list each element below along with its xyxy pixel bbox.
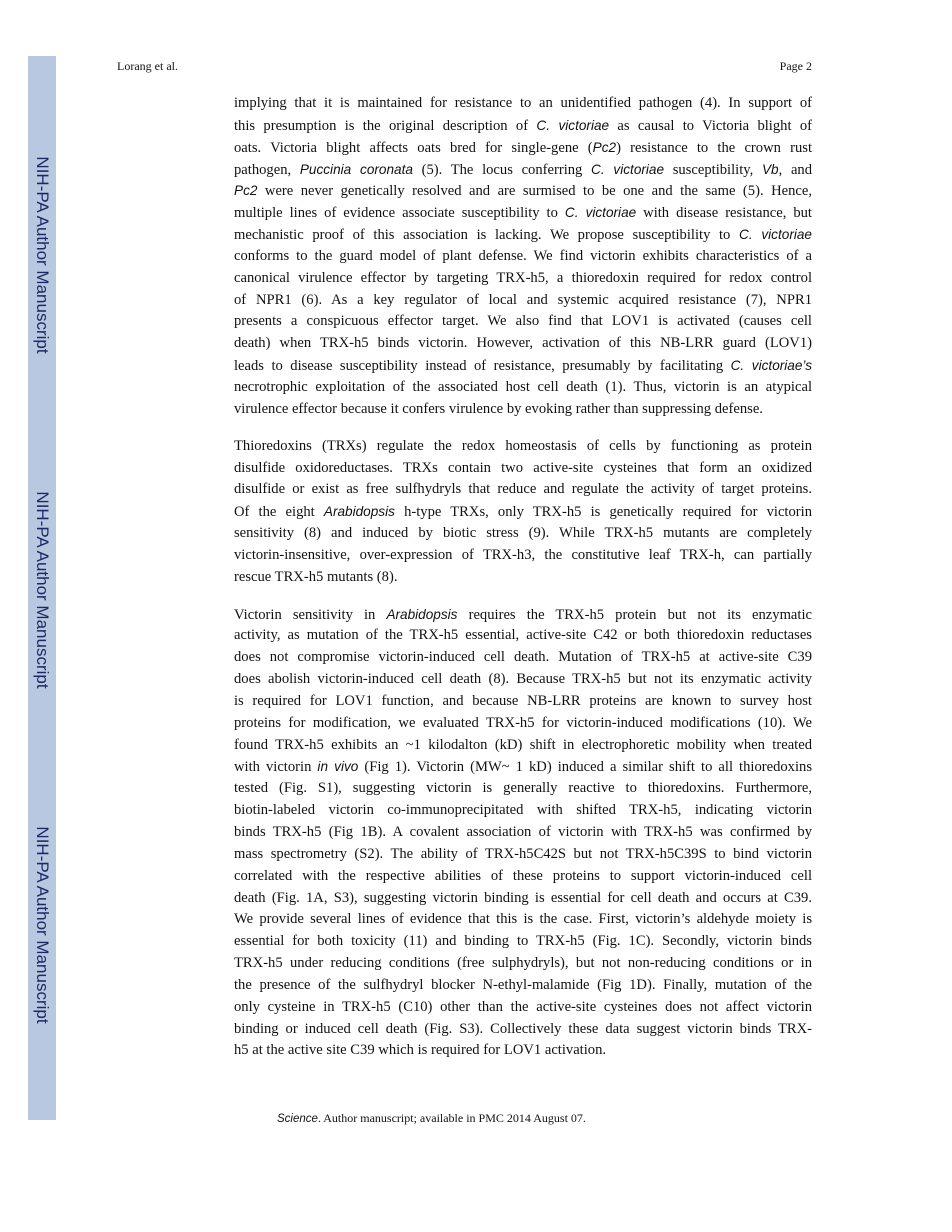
text-line [234, 159, 812, 181]
text-run: h-type TRXs, only TRX-h5 is genetically required for victorin [394, 504, 812, 521]
text-line [234, 355, 812, 377]
italic-term: C. victoriae [591, 161, 665, 177]
text-line [234, 115, 812, 137]
footer-text: . Author manuscript; available in PMC 2014 August 07. [317, 1111, 586, 1125]
text-run: pathogen, [234, 161, 300, 178]
text-run: rescue TRX-h5 mutants (8). [234, 568, 398, 585]
text-line [234, 290, 812, 312]
sidebar-label: NIH-PA Author Manuscript [33, 491, 52, 689]
italic-term: C. victoriae [536, 117, 610, 133]
text-run: victorin-insensitive, over-expression of TRX-h3, the constitutive leaf TRX-h, can partially [234, 546, 812, 563]
footer-citation [277, 1111, 586, 1126]
text-run: activity, as mutation of the TRX-h5 essential, active-site C42 or both thioredoxin reductases [234, 627, 812, 644]
text-line [234, 953, 812, 975]
text-run: conforms to the guard model of plant defense. We find victorin exhibits characteristics of a [234, 247, 812, 264]
text-line [234, 975, 812, 997]
text-line [234, 756, 812, 778]
text-line [234, 333, 812, 355]
text-run: disulfide oxidoreductases. TRXs contain two active-site cysteines that form an oxidized [234, 459, 812, 476]
text-run: binding or induced cell death (Fig. S3). Collectively these data suggest victorin binds TRX- [234, 1020, 812, 1037]
journal-name: Science [277, 1113, 318, 1125]
italic-term: Puccinia coronata [299, 161, 413, 177]
paragraph [234, 436, 812, 589]
text-line [234, 311, 812, 333]
text-line [234, 377, 812, 399]
article-body [234, 93, 812, 1077]
text-run: (5). The locus conferring [412, 161, 592, 178]
text-run: were never genetically resolved and are surmised to be one and the same (5). Hence, [257, 183, 812, 200]
text-run: does abolish victorin-induced cell death (8). Because TRX-h5 but not its enzymatic activity [234, 671, 812, 688]
text-line [234, 458, 812, 480]
text-line [234, 778, 812, 800]
text-run: ) resistance to the crown rust [616, 139, 812, 156]
text-run: the presence of the sulfhydryl blocker N-ethyl-malamide (Fig 1D). Finally, mutation of the [234, 976, 812, 993]
text-run: death (Fig. 1A, S3), suggesting victorin binding is essential for cell death and occurs at C39. [234, 889, 812, 906]
sidebar-label: NIH-PA Author Manuscript [33, 826, 52, 1024]
text-run: death) when TRX-h5 binds victorin. However, activation of this NB-LRR guard (LOV1) [234, 335, 812, 352]
text-line [234, 399, 812, 421]
text-line [234, 669, 812, 691]
italic-term: in vivo [317, 759, 359, 775]
text-run: We provide several lines of evidence that this is the case. First, victorin’s aldehyde moiety is [234, 911, 812, 928]
text-run: virulence effector because it confers virulence by evoking rather than suppressing defense. [234, 400, 763, 417]
text-line [234, 479, 812, 501]
text-line [234, 888, 812, 910]
text-line [234, 224, 812, 246]
italic-term: C. victoriae [739, 227, 812, 243]
text-run: susceptibility, [664, 161, 762, 178]
text-line [234, 436, 812, 458]
nih-manuscript-sidebar [28, 56, 56, 1120]
paragraph [234, 93, 812, 421]
italic-term: Arabidopsis [386, 606, 458, 622]
text-run: found TRX-h5 exhibits an ~1 kilodalton (kD) shift in electrophoretic mobility when treated [234, 736, 812, 753]
italic-term: Pc2 [234, 183, 258, 199]
text-run: with victorin [234, 759, 318, 776]
text-run: biotin-labeled victorin co-immunoprecipitated with shifted TRX-h5, indicating victorin [234, 802, 812, 819]
text-line [234, 625, 812, 647]
italic-term: C. victoriae [564, 205, 637, 221]
text-run: implying that it is maintained for resistance to an unidentified pathogen (4). In support of [234, 95, 812, 111]
text-run: requires the TRX-h5 protein but not its enzymatic [457, 606, 812, 623]
text-run: TRX-h5 under reducing conditions (free sulphydryls), but not non-reducing conditions or in [234, 955, 812, 972]
text-run: this presumption is the original description of [234, 117, 537, 134]
text-line [234, 545, 812, 567]
text-line [234, 523, 812, 545]
text-line [234, 909, 812, 931]
text-line [234, 866, 812, 888]
text-line [234, 202, 812, 224]
sidebar-label: NIH-PA Author Manuscript [33, 156, 52, 354]
text-line [234, 1019, 812, 1041]
text-line [234, 137, 812, 159]
text-line [234, 93, 812, 115]
text-line [234, 997, 812, 1019]
text-run: essential for both toxicity (11) and binding to TRX-h5 (Fig. 1C). Secondly, victorin binds [234, 933, 812, 950]
paragraph [234, 604, 812, 1063]
text-run: Thioredoxins (TRXs) regulate the redox homeostasis of cells by functioning as protein [234, 437, 812, 454]
text-run: only cysteine in TRX-h5 (C10) other than the active-site cysteines does not affect victorin [234, 998, 812, 1015]
text-run: is required for LOV1 function, and because NB-LRR proteins are known to survey host [234, 692, 812, 709]
text-run: proteins for modification, we evaluated TRX-h5 for victorin-induced modifications (10). We [234, 714, 812, 731]
text-run: mass spectrometry (S2). The ability of TRX-h5C42S but not TRX-h5C39S to bind victorin [234, 845, 812, 862]
text-run: disulfide or exist as free sulfhydryls that reduce and regulate the activity of target proteins. [234, 481, 812, 498]
italic-term: Vb [761, 161, 779, 177]
text-run: leads to disease susceptibility instead of resistance, presumably by facilitating [234, 358, 731, 375]
text-line [234, 604, 812, 626]
text-run: oats. Victoria blight affects oats bred for single-gene ( [234, 139, 593, 156]
text-run: , and [778, 161, 813, 178]
text-line [234, 180, 812, 202]
text-line [234, 844, 812, 866]
text-line [234, 501, 812, 523]
text-run: does not compromise victorin-induced cell death. Mutation of TRX-h5 at active-site C39 [234, 649, 812, 666]
text-run: correlated with the respective abilities of these proteins to support victorin-induced cell [234, 867, 812, 884]
text-line [234, 567, 812, 589]
text-run: presents a conspicuous effector target. We also find that LOV1 is activated (causes cell [234, 313, 812, 330]
text-line [234, 647, 812, 669]
text-run: as causal to Victoria blight of [609, 117, 812, 134]
text-line [234, 800, 812, 822]
text-run: canonical virulence effector by targeting TRX-h5, a thioredoxin required for redox control [234, 269, 812, 286]
text-line [234, 822, 812, 844]
text-run: Of the eight [234, 504, 324, 521]
text-run: multiple lines of evidence associate susceptibility to [234, 205, 565, 222]
text-run: (Fig 1). Victorin (MW~ 1 kD) induced a similar shift to all thioredoxins [358, 759, 813, 776]
italic-term: Pc2 [592, 139, 617, 155]
text-line [234, 691, 812, 713]
text-line [234, 735, 812, 757]
text-run: with disease resistance, but [636, 205, 812, 222]
text-line [234, 246, 812, 268]
page-number: Page 2 [779, 59, 812, 73]
text-run: of NPR1 (6). As a key regulator of local and systemic acquired resistance (7), NPR1 [234, 291, 812, 308]
text-run: mechanistic proof of this association is lacking. We propose susceptibility to [234, 227, 739, 244]
text-line [234, 931, 812, 953]
italic-term: C. victoriae’s [730, 358, 812, 374]
text-run: necrotrophic exploitation of the associated host cell death (1). Thus, victorin is an atypical [234, 378, 812, 395]
italic-term: Arabidopsis [323, 504, 395, 520]
text-line [234, 1040, 812, 1062]
text-run: binds TRX-h5 (Fig 1B). A covalent association of victorin with TRX-h5 was confirmed by [234, 824, 812, 840]
text-line [234, 713, 812, 735]
text-line [234, 268, 812, 290]
running-header-authors: Lorang et al. [117, 59, 178, 73]
text-run: Victorin sensitivity in [234, 606, 387, 623]
text-run: sensitivity (8) and induced by biotic stress (9). While TRX-h5 mutants are completely [234, 525, 812, 542]
text-run: tested (Fig. S1), suggesting victorin is generally reactive to thioredoxins. Furthermore, [234, 780, 812, 797]
text-run: h5 at the active site C39 which is required for LOV1 activation. [234, 1042, 607, 1059]
